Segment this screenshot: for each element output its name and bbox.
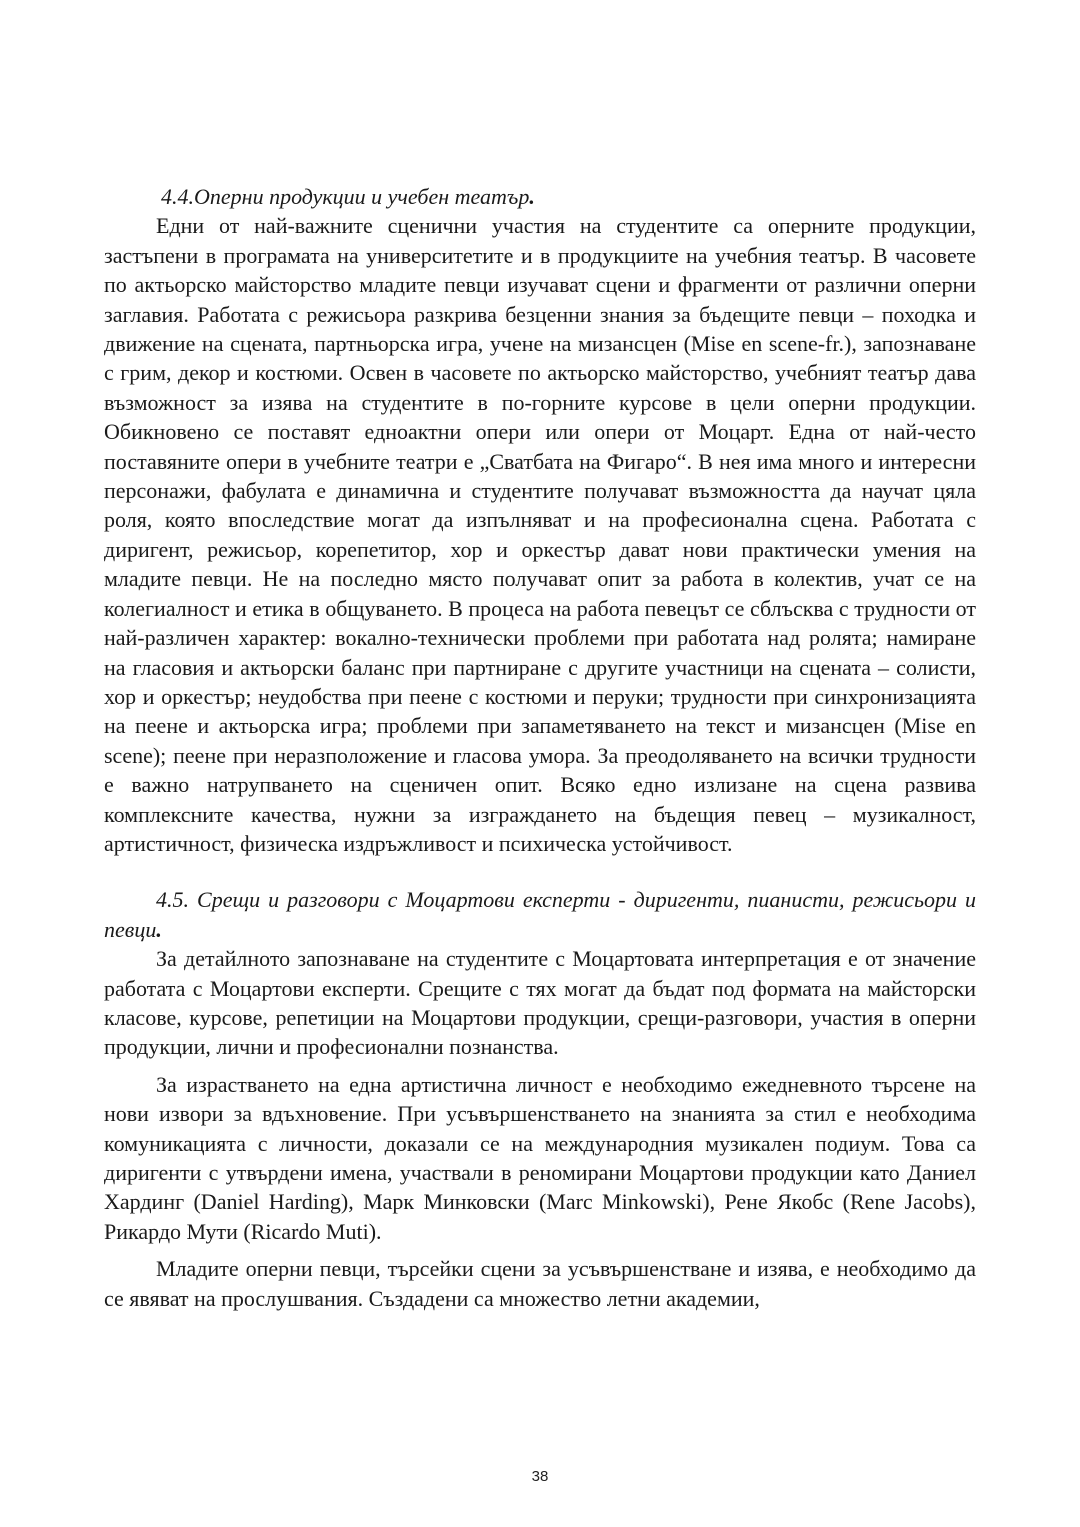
section-heading-period: . <box>156 916 162 942</box>
section-heading-text: 4.4.Оперни продукции и учебен театър <box>161 184 530 209</box>
body-paragraph: Младите оперни певци, търсейки сцени за усъвършенстване и изява, е необходимо да се явяват на прослушвания. Създадени са множество летни академии, <box>104 1256 976 1311</box>
body-paragraph: Едни от най-важните сценични участия на студентите са оперните продукции, застъпени в програмата на университетите и в продукциите на учебния театър. В часовете по актьорско майсторство младите певци изучават сцени и фрагменти от различни оперни заглавия. Работата с режисьора разкрива безценни знания за бъдещите певци – походка и движение на сцената, партньорска игра, учене на мизансцен (Mise en scene-fr.), запознаване с грим, декор и костюми. Освен в часовете по актьорско майсторство, учебният театър дава възможност за изява на студентите в по-горните курсове в цели оперни продукции. Обикновено се поставят едноактни опери или опери от Моцарт. Една от най-често поставяните опери в учебните театри е „Сватбата на Фигаро“. В нея има много и интересни персонажи, фабулата е динамична и студентите получават възможността да научат цяла роля, която впоследствие могат да изпълняват и на професионална сцена. Работата с диригент, режисьор, корепетитор, хор и оркестър дават нови практически умения на младите певци. Не на последно място получават опит за работа в колектив, учат се на колегиалност и етика в общуването. В процеса на работа певецът се сблъсква с трудности от най-различен характер: вокално-технически проблеми при работата над ролята; намиране на гласовия и актьорски баланс при партниране с другите участници на сцената – солисти, хор и оркестър; неудобства при пеене с костюми и перуки; трудности при синхронизацията на пеене и актьорска игра; проблеми при запаметяването на текст и мизансцен (Mise en scene); пеене при неразположение и гласова умора. За преодоляването на всички трудности е важно натрупването на сценичен опит. Всяко едно излизане на сцена развива комплексните качества, нужни за изграждането на бъдещия певец – музикалност, артистичност, физическа издръжливост и психическа устойчивост. <box>104 213 976 856</box>
section-heading <box>104 182 976 211</box>
section-heading-period: . <box>529 184 535 209</box>
body-paragraph: За детайлното запознаване на студентите с Моцартовата интерпретация е от значение работата с Моцартови експерти. Срещите с тях могат да бъдат под формата на майсторски класове, курсове, репетиции на Моцартови продукции, срещи-разговори, участия в оперни продукции, лични и професионални познанства. <box>104 946 976 1060</box>
section-heading-text: 4.5. Срещи и разговори с Моцартови експерти - диригенти, пианисти, режисьори и певци <box>104 887 976 942</box>
body-paragraph: За израстването на една артистична личност е необходимо ежедневното търсене на нови извори за вдъхновение. При усъвършенстването на знанията за стил е необходима комуникацията с личности, доказали се на международния музикален подиум. Това са диригенти с утвърдени имена, участвали в реномирани Моцартови продукции като Даниел Хардинг (Daniel Harding), Марк Минковски (Marc Minkowski), Рене Якобс (Rene Jacobs), Рикардо Мути (Ricardo Muti). <box>104 1071 976 1244</box>
section-heading <box>104 885 976 944</box>
page-number: 38 <box>531 1468 549 1485</box>
page-body <box>104 182 976 1313</box>
